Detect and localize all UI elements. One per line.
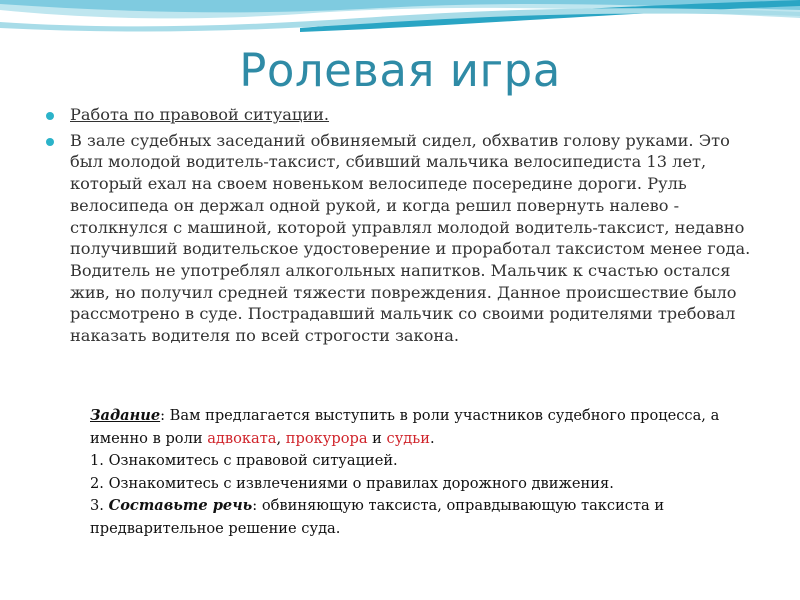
bullet-text: Работа по правовой ситуации. <box>70 105 330 124</box>
bullet-dot-icon <box>46 138 54 146</box>
task-block <box>90 405 770 540</box>
task-step-3 <box>90 495 770 540</box>
role-separator: и <box>367 429 387 447</box>
step3-number: 3. <box>90 497 109 514</box>
task-label: Задание <box>90 407 161 424</box>
role-separator: , <box>276 429 286 447</box>
task-step-1: 1. Ознакомитесь с правовой ситуацией. <box>90 452 398 469</box>
bullet-item <box>46 104 766 126</box>
step3-text: : обвиняющую таксиста, оправдывающую таксиста и предварительное решение суда. <box>90 497 665 537</box>
task-step-2: 2. Ознакомитесь с извлечениями о правилах дорожного движения. <box>90 474 614 492</box>
bullet-dot-icon <box>46 112 54 120</box>
role-prosecutor: прокурора <box>285 429 368 447</box>
role-advocate: адвоката <box>207 429 277 447</box>
slide-title: Ролевая игра <box>239 44 561 97</box>
step3-emphasis: Составьте речь <box>108 497 253 514</box>
role-judge: судьи <box>386 429 430 447</box>
task-intro <box>90 405 770 450</box>
bullet-text: В зале судебных заседаний обвиняемый сидел, обхватив голову руками. Это был молодой водитель-таксист, сбивший мальчика велосипедиста 13 лет, который ехал на своем новеньком велосипеде посередине дороги. Руль велосипеда он держал одной рукой, и когда решил повернуть налево - столкнулся с машиной, которой управлял молодой водитель-таксист, недавно получивший водительское удостоверение и проработал таксистом менее года. Водитель не употреблял алкогольных напитков. Мальчик к счастью остался жив, но получил средней тяжести повреждения. Данное происшествие было рассмотрено в суде. Пострадавший мальчик со своими родителями требовал наказать водителя по всей строгости закона. <box>70 130 751 346</box>
bullet-list <box>46 104 766 351</box>
bullet-item <box>46 130 766 347</box>
task-intro-end: . <box>429 429 435 447</box>
task-intro-text: : Вам предлагается выступить в роли участников судебного процесса, а именно в роли <box>90 407 720 447</box>
